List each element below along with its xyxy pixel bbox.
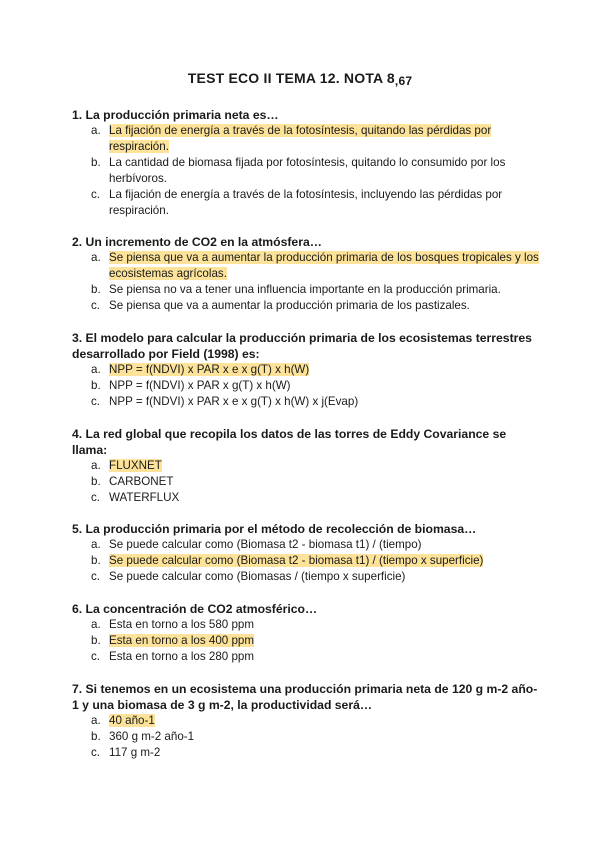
option-text: FLUXNET <box>109 459 162 472</box>
option-a <box>72 250 542 282</box>
option-marker: b. <box>91 475 101 488</box>
option-a <box>72 123 542 155</box>
option-text: 117 g m-2 <box>109 746 161 759</box>
question-stem: 5. La producción primaria por el método de recolección de biomasa… <box>72 522 477 536</box>
question-6 <box>72 601 542 665</box>
option-marker: a. <box>91 363 101 376</box>
option-marker: b. <box>91 730 101 743</box>
option-text: La fijación de energía a través de la fotosíntesis, incluyendo las pérdidas por respiración. <box>109 188 503 217</box>
question-2 <box>72 234 542 314</box>
option-c <box>72 298 542 314</box>
option-marker: c. <box>91 650 101 663</box>
option-c <box>72 490 542 506</box>
options-list <box>72 458 542 506</box>
option-a <box>72 458 542 474</box>
option-text: NPP = f(NDVI) x PAR x g(T) x h(W) <box>109 379 291 392</box>
option-marker: a. <box>91 618 101 631</box>
question-stem: 6. La concentración de CO2 atmosférico… <box>72 602 318 616</box>
question-7 <box>72 681 542 761</box>
question-4 <box>72 426 542 506</box>
option-text: NPP = f(NDVI) x PAR x e x g(T) x h(W) x j(Evap) <box>109 395 359 408</box>
option-c <box>72 649 542 665</box>
option-marker: b. <box>91 283 101 296</box>
title-grade-decimal: ,67 <box>394 74 413 88</box>
option-b <box>72 378 542 394</box>
option-text: La fijación de energía a través de la fotosíntesis, quitando las pérdidas por respiración. <box>109 124 492 153</box>
options-list <box>72 537 542 585</box>
option-c <box>72 569 542 585</box>
question-5 <box>72 521 542 585</box>
question-3 <box>72 330 542 410</box>
title-main: TEST ECO II TEMA 12. NOTA 8 <box>187 70 395 86</box>
option-marker: c. <box>91 299 101 312</box>
option-text: Esta en torno a los 400 ppm <box>109 634 255 647</box>
option-text: 360 g m-2 año-1 <box>109 730 195 743</box>
option-marker: b. <box>91 156 101 169</box>
options-list <box>72 250 542 314</box>
option-c <box>72 745 542 761</box>
options-list <box>72 362 542 410</box>
option-c <box>72 187 542 219</box>
option-marker: a. <box>91 714 101 727</box>
option-marker: c. <box>91 395 101 408</box>
option-text: Esta en torno a los 580 ppm <box>109 618 255 631</box>
page-title <box>0 70 600 86</box>
option-marker: b. <box>91 554 101 567</box>
option-text: Se puede calcular como (Biomasas / (tiempo x superficie) <box>109 570 406 583</box>
option-marker: b. <box>91 634 101 647</box>
option-text: Se puede calcular como (Biomasa t2 - biomasa t1) / (tiempo x superficie) <box>109 554 484 567</box>
option-text: Esta en torno a los 280 ppm <box>109 650 255 663</box>
option-text: CARBONET <box>109 475 174 488</box>
option-text: Se piensa que va a aumentar la producción primaria de los bosques tropicales y los ecosistemas agrícolas. <box>109 251 539 280</box>
option-text: NPP = f(NDVI) x PAR x e x g(T) x h(W) <box>109 363 310 376</box>
option-text: La cantidad de biomasa fijada por fotosíntesis, quitando lo consumido por los herbívoros. <box>109 156 506 185</box>
question-stem: 2. Un incremento de CO2 en la atmósfera… <box>72 235 322 249</box>
question-stem: 3. El modelo para calcular la producción primaria de los ecosistemas terrestres desarrollado por Field (1998) es: <box>72 331 532 361</box>
question-stem: 1. La producción primaria neta es… <box>72 108 279 122</box>
option-c <box>72 394 542 410</box>
option-marker: b. <box>91 379 101 392</box>
option-marker: c. <box>91 570 101 583</box>
option-a <box>72 617 542 633</box>
option-b <box>72 474 542 490</box>
option-marker: a. <box>91 124 101 137</box>
option-marker: c. <box>91 188 101 201</box>
options-list <box>72 617 542 665</box>
option-b <box>72 282 542 298</box>
option-a <box>72 537 542 553</box>
option-marker: a. <box>91 251 101 264</box>
option-text: Se puede calcular como (Biomasa t2 - biomasa t1) / (tiempo) <box>109 538 422 551</box>
option-a <box>72 362 542 378</box>
option-b <box>72 155 542 187</box>
option-text: Se piensa que va a aumentar la producción primaria de los pastizales. <box>109 299 470 312</box>
option-b <box>72 729 542 745</box>
option-text: Se piensa no va a tener una influencia importante en la producción primaria. <box>109 283 501 296</box>
option-b <box>72 633 542 649</box>
option-marker: a. <box>91 459 101 472</box>
option-text: WATERFLUX <box>109 491 180 504</box>
question-stem: 4. La red global que recopila los datos de las torres de Eddy Covariance se llama: <box>72 427 507 457</box>
question-1 <box>72 107 542 219</box>
options-list <box>72 713 542 761</box>
option-marker: a. <box>91 538 101 551</box>
question-stem: 7. Si tenemos en un ecosistema una producción primaria neta de 120 g m-2 año-1 y una biomasa de 3 g m-2, la productividad será… <box>72 682 538 712</box>
option-marker: c. <box>91 491 101 504</box>
option-marker: c. <box>91 746 101 759</box>
option-text: 40 año-1 <box>109 714 155 727</box>
option-b <box>72 553 542 569</box>
options-list <box>72 123 542 219</box>
option-a <box>72 713 542 729</box>
